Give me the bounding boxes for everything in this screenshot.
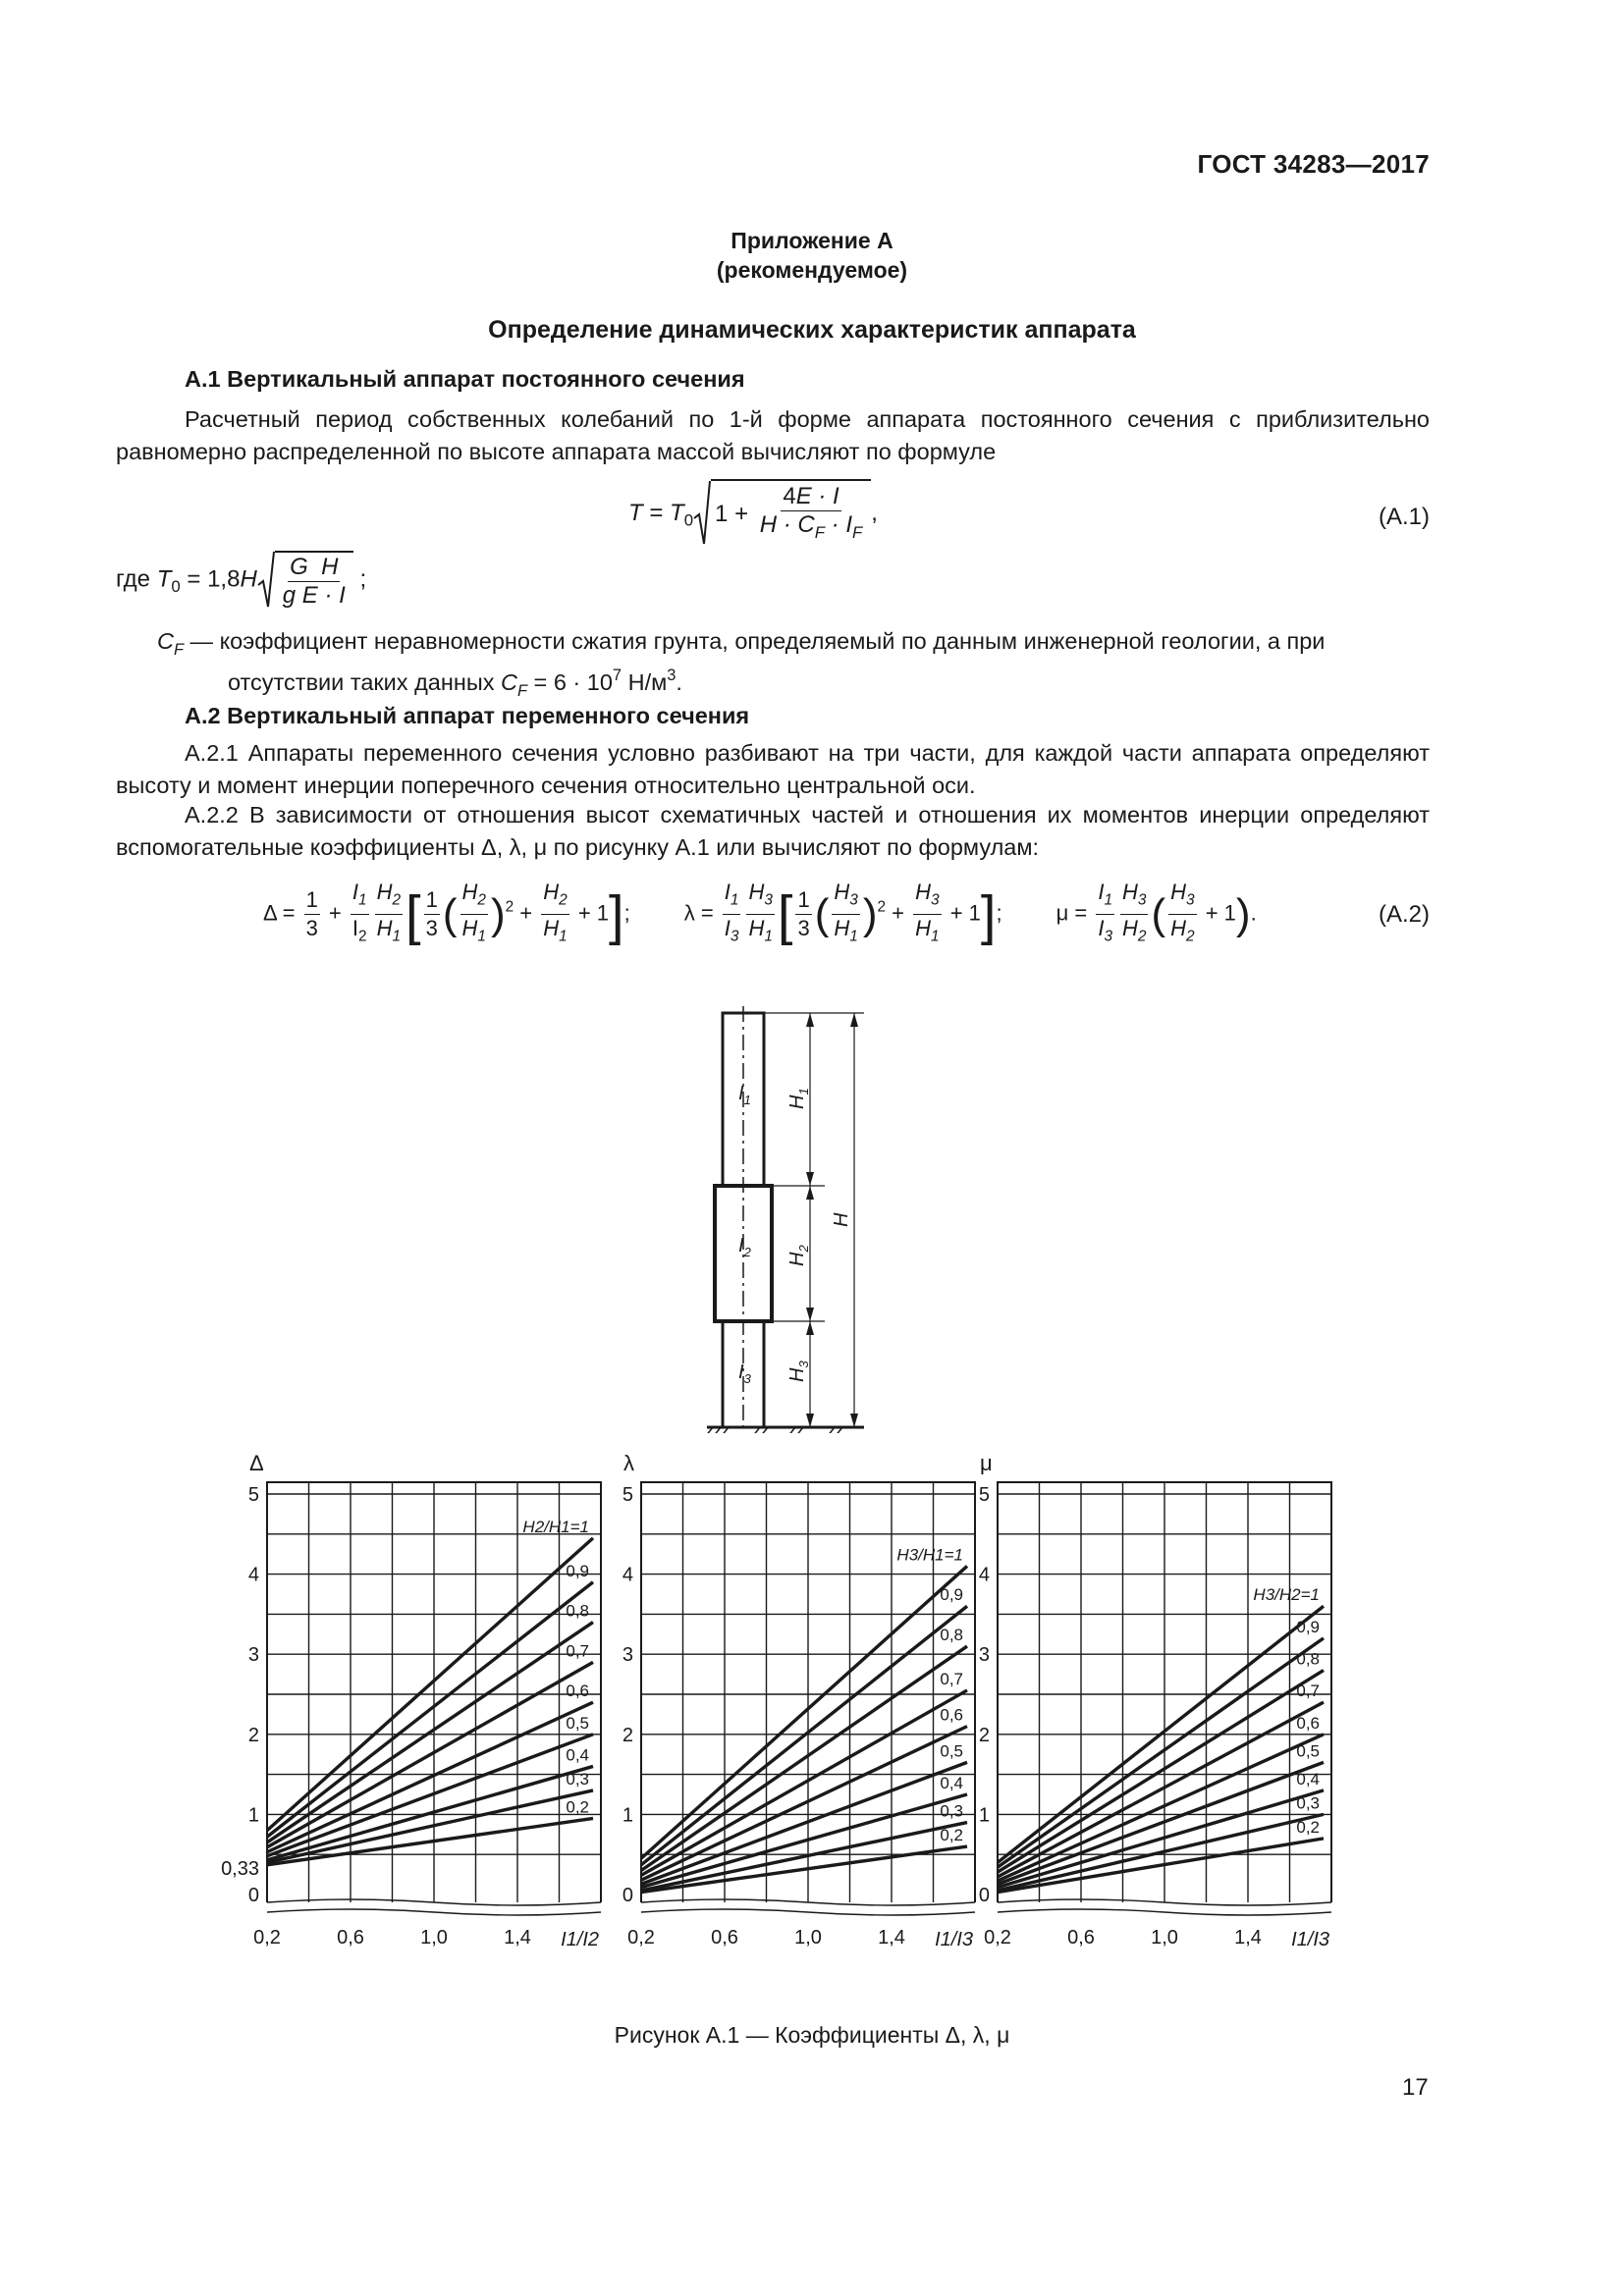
y-tick-label: 1 — [247, 1804, 259, 1827]
series-line — [641, 1794, 967, 1888]
series-line — [998, 1790, 1324, 1888]
x-tick-label: 0,6 — [711, 1927, 738, 1949]
series-label: 0,8 — [1296, 1649, 1320, 1669]
series-label: 0,2 — [940, 1826, 963, 1845]
section-a2-p1: А.2.1 Аппараты переменного сечения условно разбивают на три части, для каждой части аппарата определяют высоту и момент инерции поперечного сечения относительно центральной оси. — [116, 740, 1430, 798]
section-a2-p2: А.2.2 В зависимости от отношения высот схематичных частей и отношения их моментов инерции определяют вспомогательные коэффициенты Δ, λ, μ по рисунку А.1 или вычисляют по формулам: — [116, 802, 1430, 860]
x-axis-label: I1/I2 — [561, 1929, 599, 1950]
x-axis-label: I1/I3 — [935, 1929, 973, 1950]
standard-header: ГОСТ 34283—2017 — [1197, 149, 1430, 179]
formula-a1: $T = T_0$ 1 + $\frac{4E \cdot I}{H \cdot C_F \cdot I_F}$ , — [628, 479, 878, 549]
series-label: 0,7 — [1296, 1682, 1320, 1701]
cf-definition: $C_F$ — коэффициент неравномерности сжатия грунта, определяемый по данным инженерной геологии, а при отсутствии таких данных $C_F = 6 \cdot 10^7$ $Н/м^3$. — [157, 628, 1326, 700]
y-tick-label: 3 — [622, 1644, 633, 1667]
formula-a2: Δ = $\frac{1}{3}$ + $\frac{I_1}{I_2}$ $\frac{H_2}{H_1}$ [ $\frac{1}{3}$ ( $\frac{H_2}{H_1}$ )$^2$ + $\frac{H_2}{H_1}$ + 1]; λ = $\frac{I_1}{I_3}$ $\frac{H_3}{H_1}$ [ $\frac{1}{3}$ ( $\frac{H_3}{H_1}$ )$^2$ + $\frac{H_3}{H_1}$ + 1]; μ = $\frac{I_1}{I_3}$ $\frac{H_3}{H_2}$ ( $\frac{H_3}{H_2}$ + 1). — [263, 880, 1257, 946]
series-line — [267, 1662, 593, 1846]
series-line — [267, 1623, 593, 1842]
y-tick-label: 4 — [622, 1564, 633, 1586]
where-word: где — [116, 565, 151, 593]
series-label: 0,2 — [566, 1797, 589, 1817]
series-label: 0,3 — [1296, 1793, 1320, 1813]
eq-number-a2: (А.2) — [1379, 901, 1431, 928]
series-label: 0,2 — [1296, 1817, 1320, 1837]
series-line — [267, 1735, 593, 1856]
x-axis-label: I1/I3 — [1291, 1929, 1329, 1950]
cf-exp: 7 — [612, 666, 623, 684]
series-label: 0,6 — [1296, 1713, 1320, 1733]
series-line — [998, 1735, 1324, 1881]
x-tick-label: 0,2 — [253, 1927, 281, 1949]
series-line — [998, 1671, 1324, 1873]
y-tick-label: 1 — [622, 1804, 633, 1827]
label-i2: $I_2$ — [738, 1235, 751, 1259]
x-tick-label: 1,4 — [504, 1927, 531, 1949]
series-line — [267, 1766, 593, 1859]
series-label: 0,3 — [940, 1801, 963, 1821]
series-label: 0,3 — [566, 1769, 589, 1789]
y-tick-label: 0 — [622, 1885, 633, 1906]
y-tick-label: 1 — [978, 1804, 990, 1827]
y-tick-label: 0 — [978, 1885, 990, 1906]
section-a1-paragraph: Расчетный период собственных колебаний по 1-й форме аппарата постоянного сечения с приблизительно равномерно распределенной по высоте аппарата массой вычисляют по формуле — [116, 406, 1430, 464]
series-label: 0,4 — [566, 1745, 589, 1765]
cf-unit: Н/м — [627, 668, 668, 695]
series-label: 0,6 — [566, 1682, 589, 1701]
label-i3: $I_3$ — [738, 1362, 751, 1386]
series-label: 0,5 — [940, 1741, 963, 1761]
label-h2: $H_2$ — [786, 1245, 811, 1266]
x-tick-label: 1,4 — [1234, 1927, 1262, 1949]
x-tick-label: 1,0 — [420, 1927, 448, 1949]
appendix-title: Приложение А — [731, 228, 893, 253]
series-label: 0,4 — [940, 1774, 963, 1792]
series-line — [267, 1582, 593, 1837]
label-h3: $H_3$ — [786, 1361, 811, 1382]
eq-number-a1: (А.1) — [1379, 504, 1431, 530]
x-tick-label: 0,2 — [627, 1927, 655, 1949]
y-axis-label: μ — [980, 1451, 993, 1475]
y-axis-label: λ — [623, 1451, 634, 1475]
series-label: H3/H1=1 — [896, 1545, 963, 1565]
label-h: H — [831, 1212, 852, 1227]
page-number: 17 — [1402, 2074, 1429, 2101]
series-line — [998, 1638, 1324, 1867]
series-label: 0,5 — [1296, 1741, 1320, 1761]
formula-t0: где $T_0 = 1,8H$ $\frac{\text{G H}}{\text{g E · I}}$ ; — [116, 550, 366, 611]
sqrt-sign-icon — [257, 550, 275, 611]
y-tick-label: 0,33 — [221, 1858, 259, 1881]
cf-def-line1: коэффициент неравномерности сжатия грунта, определяемый по данным инженерной геологии, а при — [219, 628, 1326, 654]
label-h1: $H_1$ — [786, 1088, 811, 1109]
x-tick-label: 0,2 — [984, 1927, 1011, 1949]
appendix-subtitle: (рекомендуемое) — [716, 257, 908, 283]
series-label: 0,8 — [940, 1626, 963, 1645]
series-label: 0,7 — [940, 1669, 963, 1688]
y-tick-label: 5 — [247, 1484, 259, 1506]
y-tick-label: 3 — [247, 1644, 259, 1667]
series-label: 0,4 — [1296, 1769, 1320, 1789]
series-label: 0,9 — [940, 1585, 963, 1605]
series-label: 0,9 — [566, 1561, 589, 1580]
series-label: H3/H2=1 — [1253, 1585, 1320, 1605]
y-tick-label: 4 — [978, 1564, 990, 1586]
sqrt-sign-icon — [693, 479, 711, 548]
series-label: 0,6 — [940, 1705, 963, 1725]
series-line — [641, 1646, 967, 1870]
cf-def-line2: отсутствии таких данных — [228, 668, 495, 695]
x-tick-label: 1,0 — [1151, 1927, 1178, 1949]
y-tick-label: 4 — [247, 1564, 259, 1586]
y-tick-label: 2 — [622, 1724, 633, 1746]
x-tick-label: 0,6 — [337, 1927, 364, 1949]
series-label: 0,8 — [566, 1601, 589, 1621]
y-tick-label: 5 — [978, 1484, 990, 1506]
apparatus-scheme — [687, 1001, 884, 1433]
series-line — [998, 1702, 1324, 1877]
series-label: 0,5 — [566, 1713, 589, 1733]
section-a1-heading: А.1 Вертикальный аппарат постоянного сечения — [185, 366, 745, 392]
y-tick-label: 0 — [247, 1885, 259, 1906]
series-line — [641, 1846, 967, 1893]
series-line — [267, 1702, 593, 1852]
series-line — [641, 1690, 967, 1875]
x-tick-label: 1,4 — [878, 1927, 905, 1949]
section-a2-heading: А.2 Вертикальный аппарат переменного сечения — [185, 703, 750, 728]
x-tick-label: 0,6 — [1067, 1927, 1095, 1949]
series-label: 0,9 — [1296, 1617, 1320, 1636]
y-tick-label: 2 — [247, 1724, 259, 1746]
series-label: 0,7 — [566, 1641, 589, 1661]
appendix-heading: Определение динамических характеристик аппарата — [488, 316, 1136, 344]
series-line — [641, 1606, 967, 1865]
y-tick-label: 2 — [978, 1724, 990, 1746]
series-line — [267, 1538, 593, 1831]
label-i1: $I_1$ — [738, 1083, 751, 1107]
y-axis-label: Δ — [249, 1451, 264, 1475]
y-tick-label: 5 — [622, 1484, 633, 1506]
figure-caption: Рисунок А.1 — Коэффициенты Δ, λ, μ — [614, 2022, 1010, 2048]
cf-unit-exp: 3 — [667, 666, 677, 684]
coefficients-charts — [206, 1443, 1355, 1993]
x-tick-label: 1,0 — [794, 1927, 822, 1949]
cf-value: 6 · 10 — [553, 668, 613, 695]
series-label: H2/H1=1 — [522, 1517, 589, 1536]
series-line — [641, 1762, 967, 1884]
y-tick-label: 3 — [978, 1644, 990, 1667]
